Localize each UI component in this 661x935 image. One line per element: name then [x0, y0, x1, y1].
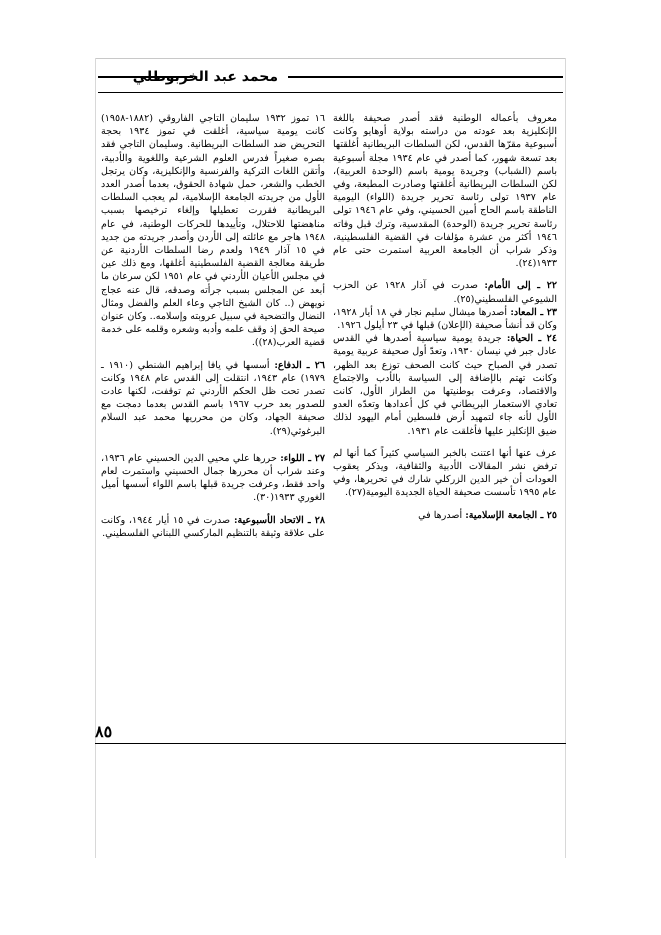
- author-name: محمد عبد الخربوطلي: [132, 69, 278, 85]
- paragraph-text: ١٦ تموز ١٩٣٢ سليمان التاجي الفاروقي (١٨٨٢-١٩٥٨) كانت يومية سياسية، أغلقت في تموز ١٩٣٤ بحجة التحريض ضد السلطات البريطانية. وسليمان التاجي فقد بصره صغيراً فدرس العلوم الشرعية واللغوية والأدبية، وأتقن اللغات التركية والفرنسية والإنكليزية، وكان يرتجل الخطب والشعر، حمل شهادة الحقوق، بعدما أصدر العدد الأول من جريدته الجامعة الإسلامية، لم يعجب السلطات البريطانية فقررت تعطيلها وإلغاء ترخيصها بسبب مناهضتها للاحتلال، وتأييدها للحركات الوطنية، في عام ١٩٤٨ هاجر مع عائلته إلى الأردن وأصدر جريدته من جديد في ١٥ آذار ١٩٤٩ ولعدم رضا السلطات الأردنية عن طريقة معالجة القضية الفلسطينية أغلقها، ومع ذلك عين في مجلس الأعيان الأردني في عام ١٩٥١ لكن سرعان ما أبعد عن المجلس بسبب جرأته وصدقه، قال عنه عجاج نويهض (.. كان الشيخ التاجي وعاء العلم والفضل ومثال النضال والتضحية في سبيل عروبته وإسلامه.. وكان عنوان صيحة الحق إذ وقف علمه وأدبه وشعره وقلمه على خدمة قضية العرب(٢٨)).: [101, 113, 326, 349]
- entry-heading: ٢٥ ـ الجامعة الإسلامية:: [465, 509, 557, 521]
- entry-text: حررها علي محيي الدين الحسيني عام ١٩٣٦، وعند شراب أن محررها جمال الحسيني واستمرت لعام واحد فقط، وعرفت جريدة قبلها باسم اللواء أسسها أميل الغوري ١٩٣٣(٣٠).: [101, 452, 325, 504]
- entry-paragraph: [333, 279, 557, 305]
- right-column: [333, 112, 557, 697]
- paragraph: [333, 447, 557, 500]
- page-border-right: [565, 58, 566, 858]
- entry-paragraph: [101, 359, 325, 438]
- running-header: [98, 68, 563, 98]
- paragraph-text: معروف بأعماله الوطنية فقد أصدر صحيفة باللغة الإنكليزية بعد عودته من دراسته بولاية أوهايو وكانت أسبوعية مقرّها القدس، لكن السلطات البريطانية أغلقتها بعد تسعة شهور، كما أصدر في عام ١٩٣٤ مجلة أسبوعية باسم (الشباب) وجريدة يومية باسم (الوحدة العربية)، لكن السلطات البريطانية أغلقتها وصادرت المطبعة، وفي عام ١٩٣٧ تولى رئاسة تحرير جريدة (اللواء) اليومية الناطقة باسم الحاج أمين الحسيني، وفي عام ١٩٤٦ تولى رئاسة تحرير جريدة (الوحدة) المقدسية، وترك قبل وفاته ١٩٤٦ أكثر من عشرة مؤلفات في القضية الفلسطينية، وذكر شراب أن الجامعة العربية استمرت حتى عام ١٩٣٣(٢٤).: [333, 113, 557, 270]
- entry-heading: ٢٢ ـ إلى الأمام:: [484, 280, 557, 292]
- entry-heading: ٢٣ ـ المعاد:: [510, 306, 557, 318]
- paragraph-text: عرف عنها أنها اعتنت بالخبر السياسي كثيراً كما أنها لم ترفض نشر المقالات الأدبية والثقافية، ويذكر يعقوب العودات أن خير الدين الزركلي شارك في تحريرها، وفي عام ١٩٩٥ تأسست صحيفة الحياة الجديدة اليومية(٢٧).: [333, 447, 557, 499]
- entry-paragraph: [333, 332, 557, 438]
- entry-text: جريدة يومية سياسية أصدرها في القدس عادل جبر في نيسان ١٩٣٠، وتعدّ أول صحيفة عربية يومية تصدر في الصباح حيث كانت الصحف توزع بعد الظهر، وكانت تهتم بالإضافة إلى السياسة بالأدب والاجتماع والاقتصاد، وعرفت بوطنيتها من الطراز الأول، كانت تعادي الاستعمار البريطاني في كل أعدادها وتعدّه العدو الأول لأنه جاء لتمهيد أرض فلسطين أمام اليهود لذلك ضيق الإنكليز عليها فأغلقت عام ١٩٣١.: [333, 333, 557, 437]
- entry-paragraph: [101, 452, 325, 505]
- entry-text: أصدرها ميشال سليم نجار في ١٨ أيار ١٩٢٨، وكان قد أنشأ صحيفة (الإعلان) قبلها في ٢٣ أيلول ١٩٢٦.: [333, 306, 557, 332]
- entry-paragraph: [101, 514, 325, 540]
- paragraph: [101, 112, 325, 350]
- entry-heading: ٢٦ ـ الدفاع:: [274, 359, 325, 371]
- entry-heading: ٢٤ ـ الحياة:: [506, 333, 557, 345]
- header-rule-left: [98, 76, 193, 78]
- entry-text: صدرت في ١٥ أيار ١٩٤٤، وكانت على علاقة وثيقة بالتنظيم الماركسي اللبناني الفلسطيني.: [101, 514, 325, 539]
- footer-rule: [95, 743, 566, 744]
- entry-paragraph: [333, 509, 557, 522]
- entry-text: أسسها في يافا إبراهيم الشنطي (١٩١٠ ـ ١٩٧٩) عام ١٩٤٣، انتقلت إلى القدس عام ١٩٤٨ وكانت تصدر تحت ظل الحكم الأردني ثم توقفت، لكنها عادت للصدور بعد حرب ١٩٦٧ باسم القدس بعدما دمجت مع صحيفة الجهاد، وكان من محرريها محمد عبد السلام البرغوثي(٢٩).: [101, 359, 325, 437]
- entry-heading: ٢٧ ـ اللواء:: [280, 452, 325, 464]
- left-column: [101, 112, 325, 697]
- page-number: ٨٥: [95, 722, 113, 741]
- entry-heading: ٢٨ ـ الاتحاد الأسبوعية:: [233, 514, 326, 526]
- entry-text: أصدرها في: [418, 509, 466, 521]
- header-underline: [98, 92, 563, 93]
- page-border-top: [95, 58, 566, 59]
- entry-text: صدرت في آذار ١٩٢٨ عن الحزب الشيوعي الفلسطيني(٢٥).: [333, 280, 557, 305]
- body-columns: [101, 112, 557, 697]
- entry-paragraph: [333, 306, 557, 332]
- paragraph: [333, 112, 557, 270]
- header-rule-right: [288, 76, 563, 78]
